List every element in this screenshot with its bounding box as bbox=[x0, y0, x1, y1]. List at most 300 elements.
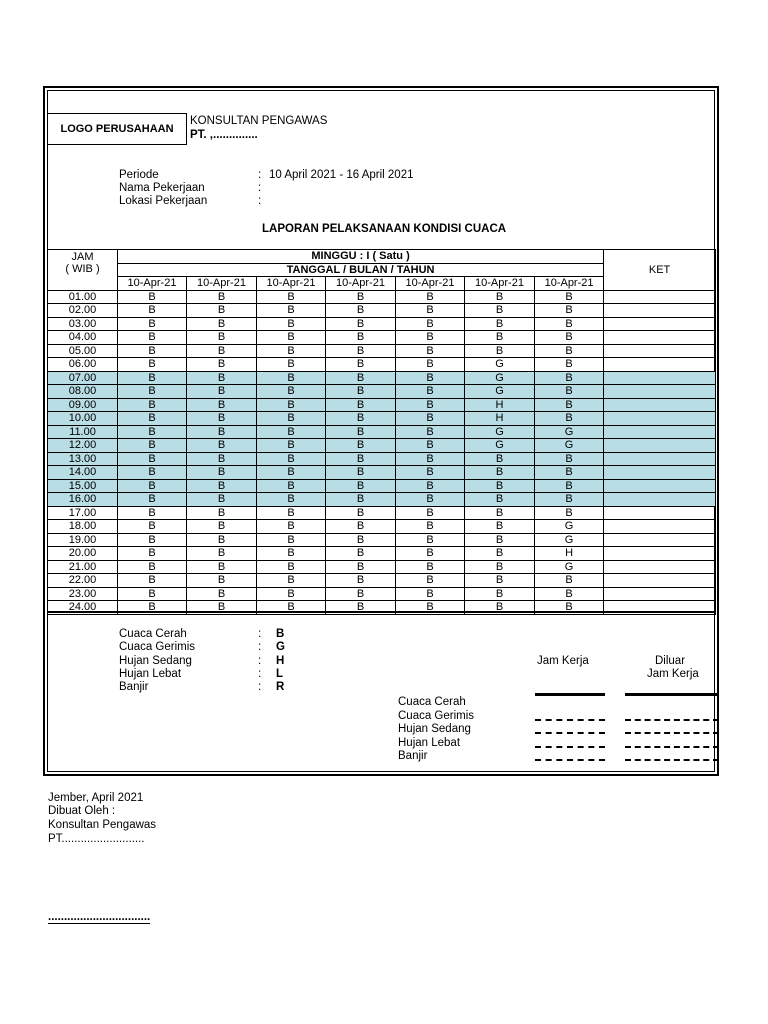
weather-code-cell: B bbox=[396, 412, 465, 426]
weather-code-cell: B bbox=[257, 439, 326, 453]
weather-code-cell: B bbox=[118, 304, 187, 318]
weather-code-cell: B bbox=[396, 466, 465, 480]
date-cell: 10-Apr-21 bbox=[118, 277, 187, 291]
weather-code-cell: B bbox=[326, 587, 396, 601]
weather-code-cell: B bbox=[535, 398, 604, 412]
weather-code-cell: B bbox=[257, 412, 326, 426]
legend-sep: : bbox=[258, 655, 262, 667]
weather-code-cell: B bbox=[257, 587, 326, 601]
hour-cell: 13.00 bbox=[48, 452, 118, 466]
weather-code-cell: B bbox=[118, 479, 187, 493]
table-row bbox=[48, 493, 716, 507]
footer-date: Jember, April 2021 bbox=[48, 792, 144, 804]
weather-code-cell: B bbox=[535, 358, 604, 372]
summary-item: Cuaca Gerimis bbox=[398, 710, 475, 722]
jam-kerja-line bbox=[535, 732, 605, 734]
weather-code-cell: B bbox=[465, 533, 535, 547]
weather-code-cell: B bbox=[187, 574, 257, 588]
jam-kerja-line bbox=[535, 693, 605, 696]
hour-cell: 22.00 bbox=[48, 574, 118, 588]
table-row bbox=[48, 560, 716, 574]
weather-code-cell: B bbox=[396, 479, 465, 493]
table-row bbox=[48, 331, 716, 345]
weather-code-cell: B bbox=[187, 466, 257, 480]
weather-code-cell: B bbox=[257, 385, 326, 399]
table-row bbox=[48, 574, 716, 588]
weather-code-cell: B bbox=[187, 452, 257, 466]
legend-code: B bbox=[276, 628, 285, 640]
legend-sep: : bbox=[258, 641, 262, 653]
ket-cell bbox=[604, 493, 716, 507]
weather-code-cell: B bbox=[535, 371, 604, 385]
weather-code-cell: B bbox=[257, 358, 326, 372]
weather-code-cell: B bbox=[257, 466, 326, 480]
summary-item: Cuaca Cerah bbox=[398, 696, 466, 708]
weather-table bbox=[47, 249, 716, 615]
consultant-title: KONSULTAN PENGAWAS bbox=[190, 115, 328, 127]
legend-code: H bbox=[276, 655, 285, 667]
ket-cell bbox=[604, 412, 716, 426]
table-row bbox=[48, 587, 716, 601]
hour-cell: 14.00 bbox=[48, 466, 118, 480]
date-cell: 10-Apr-21 bbox=[535, 277, 604, 291]
weather-code-cell: B bbox=[326, 290, 396, 304]
weather-code-cell: B bbox=[326, 520, 396, 534]
weather-code-cell: B bbox=[396, 587, 465, 601]
weather-code-cell: B bbox=[257, 574, 326, 588]
weather-code-cell: B bbox=[257, 317, 326, 331]
weather-code-cell: B bbox=[396, 601, 465, 615]
ket-cell bbox=[604, 574, 716, 588]
table-bottom-divider bbox=[47, 611, 715, 613]
hour-cell: 10.00 bbox=[48, 412, 118, 426]
hour-cell: 15.00 bbox=[48, 479, 118, 493]
ket-cell bbox=[604, 560, 716, 574]
diluar-jam-kerja-line bbox=[625, 732, 719, 734]
weather-code-cell: G bbox=[535, 560, 604, 574]
weather-code-cell: B bbox=[396, 560, 465, 574]
weather-code-cell: B bbox=[118, 574, 187, 588]
weather-code-cell: B bbox=[465, 290, 535, 304]
hour-cell: 17.00 bbox=[48, 506, 118, 520]
hour-cell: 24.00 bbox=[48, 601, 118, 615]
ket-cell bbox=[604, 547, 716, 561]
weather-code-cell: B bbox=[118, 344, 187, 358]
table-row bbox=[48, 304, 716, 318]
table-row bbox=[48, 533, 716, 547]
table-bottom-divider-2 bbox=[47, 614, 715, 615]
weather-code-cell: B bbox=[187, 587, 257, 601]
ket-cell bbox=[604, 344, 716, 358]
weather-code-cell: B bbox=[257, 331, 326, 345]
weather-code-cell: B bbox=[326, 398, 396, 412]
weather-code-cell: B bbox=[257, 547, 326, 561]
weather-code-cell: B bbox=[396, 398, 465, 412]
weather-code-cell: B bbox=[118, 358, 187, 372]
weather-code-cell: B bbox=[396, 574, 465, 588]
hour-cell: 06.00 bbox=[48, 358, 118, 372]
ket-cell bbox=[604, 479, 716, 493]
jam-kerja-line bbox=[535, 746, 605, 748]
weather-code-cell: B bbox=[257, 371, 326, 385]
date-header: TANGGAL / BULAN / TAHUN bbox=[118, 263, 604, 277]
weather-code-cell: B bbox=[396, 290, 465, 304]
diluar-jam-kerja-line bbox=[625, 746, 719, 748]
summary-item: Hujan Sedang bbox=[398, 723, 471, 735]
weather-code-cell: B bbox=[257, 479, 326, 493]
weather-code-cell: B bbox=[396, 317, 465, 331]
weather-code-cell: B bbox=[187, 601, 257, 615]
weather-code-cell: B bbox=[465, 506, 535, 520]
weather-code-cell: B bbox=[187, 358, 257, 372]
weather-code-cell: B bbox=[326, 479, 396, 493]
weather-code-cell: B bbox=[187, 331, 257, 345]
weather-code-cell: B bbox=[326, 452, 396, 466]
weather-code-cell: B bbox=[326, 371, 396, 385]
ket-cell bbox=[604, 466, 716, 480]
weather-code-cell: B bbox=[118, 601, 187, 615]
summary-diluar-jam-kerja: Jam Kerja bbox=[647, 668, 699, 680]
report-title: LAPORAN PELAKSANAAN KONDISI CUACA bbox=[262, 223, 507, 235]
summary-item: Hujan Lebat bbox=[398, 737, 461, 749]
legend-label: Cuaca Cerah bbox=[119, 628, 187, 640]
weather-code-cell: B bbox=[396, 547, 465, 561]
hour-cell: 05.00 bbox=[48, 344, 118, 358]
weather-code-cell: B bbox=[535, 290, 604, 304]
diluar-jam-kerja-line bbox=[625, 693, 719, 696]
date-cell: 10-Apr-21 bbox=[465, 277, 535, 291]
hour-cell: 07.00 bbox=[48, 371, 118, 385]
weather-code-cell: B bbox=[118, 547, 187, 561]
weather-code-cell: B bbox=[257, 425, 326, 439]
weather-code-cell: B bbox=[535, 574, 604, 588]
weather-code-cell: B bbox=[326, 533, 396, 547]
weather-code-cell: G bbox=[535, 533, 604, 547]
weather-code-cell: B bbox=[465, 317, 535, 331]
info-sep-nama: : bbox=[258, 182, 262, 194]
weather-code-cell: B bbox=[187, 439, 257, 453]
legend-code: G bbox=[276, 641, 285, 653]
weather-code-cell: B bbox=[396, 439, 465, 453]
weather-code-cell: B bbox=[535, 452, 604, 466]
weather-code-cell: G bbox=[465, 439, 535, 453]
weather-code-cell: B bbox=[535, 466, 604, 480]
weather-code-cell: B bbox=[465, 547, 535, 561]
weather-code-cell: B bbox=[257, 560, 326, 574]
legend-label: Hujan Lebat bbox=[119, 668, 182, 680]
weather-code-cell: B bbox=[326, 466, 396, 480]
weather-code-cell: B bbox=[257, 520, 326, 534]
weather-code-cell: B bbox=[535, 601, 604, 615]
legend-sep: : bbox=[258, 681, 262, 693]
diluar-jam-kerja-line bbox=[625, 759, 719, 761]
legend-sep: : bbox=[258, 668, 262, 680]
weather-code-cell: B bbox=[118, 398, 187, 412]
ket-cell bbox=[604, 304, 716, 318]
footer-role: Konsultan Pengawas bbox=[48, 819, 157, 831]
table-row bbox=[48, 398, 716, 412]
weather-code-cell: B bbox=[396, 344, 465, 358]
weather-code-cell: G bbox=[535, 439, 604, 453]
weather-code-cell: B bbox=[118, 452, 187, 466]
table-row bbox=[48, 385, 716, 399]
weather-code-cell: B bbox=[187, 398, 257, 412]
weather-code-cell: B bbox=[535, 304, 604, 318]
weather-code-cell: B bbox=[465, 479, 535, 493]
info-sep-lokasi: : bbox=[258, 195, 262, 207]
weather-code-cell: B bbox=[257, 452, 326, 466]
weather-code-cell: G bbox=[535, 425, 604, 439]
consultant-pt: PT. ,.............. bbox=[190, 129, 258, 141]
table-row bbox=[48, 290, 716, 304]
ket-cell bbox=[604, 398, 716, 412]
weather-code-cell: B bbox=[465, 344, 535, 358]
weather-code-cell: B bbox=[465, 520, 535, 534]
hour-cell: 08.00 bbox=[48, 385, 118, 399]
weather-code-cell: B bbox=[118, 412, 187, 426]
weather-code-cell: B bbox=[187, 479, 257, 493]
ket-cell bbox=[604, 371, 716, 385]
jam-kerja-line bbox=[535, 719, 605, 721]
weather-code-cell: B bbox=[187, 304, 257, 318]
weather-code-cell: B bbox=[535, 331, 604, 345]
weather-code-cell: B bbox=[118, 317, 187, 331]
weather-code-cell: B bbox=[535, 506, 604, 520]
weather-code-cell: B bbox=[118, 331, 187, 345]
weather-code-cell: B bbox=[326, 358, 396, 372]
weather-code-cell: B bbox=[118, 587, 187, 601]
summary-diluar: Diluar bbox=[655, 655, 686, 667]
weather-code-cell: B bbox=[326, 317, 396, 331]
legend-label: Cuaca Gerimis bbox=[119, 641, 196, 653]
weather-code-cell: B bbox=[118, 520, 187, 534]
weather-code-cell: B bbox=[257, 304, 326, 318]
signature-line: ................................ bbox=[48, 911, 151, 923]
hour-cell: 12.00 bbox=[48, 439, 118, 453]
weather-code-cell: H bbox=[465, 398, 535, 412]
table-row bbox=[48, 506, 716, 520]
info-label-periode: Periode bbox=[119, 169, 159, 181]
ket-header: KET bbox=[604, 250, 716, 291]
weather-code-cell: B bbox=[187, 520, 257, 534]
weather-code-cell: B bbox=[465, 331, 535, 345]
info-value-periode: 10 April 2021 - 16 April 2021 bbox=[269, 169, 414, 181]
weather-code-cell: B bbox=[326, 560, 396, 574]
table-row bbox=[48, 412, 716, 426]
weather-code-cell: B bbox=[535, 344, 604, 358]
summary-item: Banjir bbox=[398, 750, 428, 762]
hour-cell: 11.00 bbox=[48, 425, 118, 439]
table-row bbox=[48, 317, 716, 331]
weather-code-cell: B bbox=[535, 412, 604, 426]
table-row bbox=[48, 520, 716, 534]
weather-code-cell: B bbox=[326, 412, 396, 426]
hour-cell: 23.00 bbox=[48, 587, 118, 601]
weather-code-cell: B bbox=[257, 493, 326, 507]
weather-code-cell: B bbox=[326, 425, 396, 439]
weather-code-cell: B bbox=[326, 304, 396, 318]
hour-cell: 16.00 bbox=[48, 493, 118, 507]
footer-dibuat: Dibuat Oleh : bbox=[48, 805, 116, 817]
legend-code: L bbox=[276, 668, 284, 680]
weather-code-cell: B bbox=[465, 560, 535, 574]
weather-code-cell: B bbox=[187, 533, 257, 547]
table-row bbox=[48, 358, 716, 372]
weather-code-cell: B bbox=[257, 290, 326, 304]
table-row bbox=[48, 439, 716, 453]
diluar-jam-kerja-line bbox=[625, 719, 719, 721]
ket-cell bbox=[604, 425, 716, 439]
weather-code-cell: B bbox=[187, 493, 257, 507]
ket-cell bbox=[604, 520, 716, 534]
weather-code-cell: B bbox=[465, 493, 535, 507]
weather-code-cell: B bbox=[187, 547, 257, 561]
weather-code-cell: B bbox=[535, 587, 604, 601]
weather-code-cell: B bbox=[118, 290, 187, 304]
weather-code-cell: B bbox=[396, 533, 465, 547]
weather-code-cell: B bbox=[118, 371, 187, 385]
weather-code-cell: B bbox=[465, 452, 535, 466]
weather-code-cell: B bbox=[535, 479, 604, 493]
weather-code-cell: B bbox=[396, 425, 465, 439]
weather-code-cell: B bbox=[257, 601, 326, 615]
hour-cell: 02.00 bbox=[48, 304, 118, 318]
weather-code-cell: B bbox=[257, 344, 326, 358]
weather-code-cell: B bbox=[187, 290, 257, 304]
weather-code-cell: H bbox=[465, 412, 535, 426]
weather-code-cell: G bbox=[465, 425, 535, 439]
table-row bbox=[48, 547, 716, 561]
date-cell: 10-Apr-21 bbox=[396, 277, 465, 291]
hour-cell: 01.00 bbox=[48, 290, 118, 304]
weather-code-cell: B bbox=[257, 398, 326, 412]
date-cell: 10-Apr-21 bbox=[257, 277, 326, 291]
ket-cell bbox=[604, 358, 716, 372]
weather-code-cell: B bbox=[535, 493, 604, 507]
weather-code-cell: B bbox=[396, 493, 465, 507]
ket-cell bbox=[604, 385, 716, 399]
weather-code-cell: B bbox=[535, 317, 604, 331]
legend-label: Hujan Sedang bbox=[119, 655, 192, 667]
table-row bbox=[48, 452, 716, 466]
hour-cell: 19.00 bbox=[48, 533, 118, 547]
weather-code-cell: B bbox=[187, 425, 257, 439]
ket-cell bbox=[604, 506, 716, 520]
legend-code: R bbox=[276, 681, 285, 693]
weather-code-cell: B bbox=[396, 520, 465, 534]
weather-code-cell: B bbox=[187, 344, 257, 358]
weather-code-cell: G bbox=[465, 385, 535, 399]
weather-code-cell: B bbox=[187, 506, 257, 520]
weather-code-cell: B bbox=[396, 385, 465, 399]
ket-cell bbox=[604, 452, 716, 466]
week-header: MINGGU : I ( Satu ) bbox=[118, 250, 604, 264]
weather-code-cell: B bbox=[326, 547, 396, 561]
weather-code-cell: B bbox=[535, 385, 604, 399]
ket-cell bbox=[604, 317, 716, 331]
weather-code-cell: B bbox=[326, 344, 396, 358]
weather-code-cell: B bbox=[118, 506, 187, 520]
jam-kerja-line bbox=[535, 759, 605, 761]
weather-code-cell: B bbox=[465, 587, 535, 601]
weather-code-cell: B bbox=[396, 506, 465, 520]
date-cell: 10-Apr-21 bbox=[326, 277, 396, 291]
weather-code-cell: G bbox=[535, 520, 604, 534]
weather-code-cell: B bbox=[118, 466, 187, 480]
date-cell: 10-Apr-21 bbox=[187, 277, 257, 291]
weather-code-cell: H bbox=[535, 547, 604, 561]
weather-code-cell: B bbox=[118, 425, 187, 439]
hour-cell: 03.00 bbox=[48, 317, 118, 331]
weather-code-cell: B bbox=[118, 493, 187, 507]
weather-code-cell: B bbox=[187, 385, 257, 399]
hour-cell: 21.00 bbox=[48, 560, 118, 574]
weather-code-cell: B bbox=[187, 560, 257, 574]
weather-code-cell: B bbox=[118, 439, 187, 453]
table-row bbox=[48, 371, 716, 385]
hour-cell: 20.00 bbox=[48, 547, 118, 561]
table-row bbox=[48, 425, 716, 439]
weather-code-cell: B bbox=[118, 533, 187, 547]
summary-jam-kerja: Jam Kerja bbox=[537, 655, 589, 667]
weather-code-cell: B bbox=[465, 574, 535, 588]
weather-code-cell: B bbox=[326, 601, 396, 615]
weather-code-cell: B bbox=[396, 331, 465, 345]
weather-code-cell: B bbox=[396, 304, 465, 318]
wib-header: ( WIB ) bbox=[48, 263, 118, 290]
weather-code-cell: B bbox=[118, 560, 187, 574]
table-row bbox=[48, 466, 716, 480]
table-row bbox=[48, 479, 716, 493]
weather-code-cell: B bbox=[326, 493, 396, 507]
ket-cell bbox=[604, 290, 716, 304]
info-sep-periode: : bbox=[258, 169, 262, 181]
ket-cell bbox=[604, 439, 716, 453]
legend-sep: : bbox=[258, 628, 262, 640]
hour-cell: 18.00 bbox=[48, 520, 118, 534]
hour-cell: 04.00 bbox=[48, 331, 118, 345]
info-label-lokasi: Lokasi Pekerjaan bbox=[119, 195, 208, 207]
weather-code-cell: B bbox=[465, 466, 535, 480]
weather-code-cell: B bbox=[465, 304, 535, 318]
weather-code-cell: B bbox=[396, 452, 465, 466]
weather-code-cell: B bbox=[118, 385, 187, 399]
weather-code-cell: B bbox=[257, 533, 326, 547]
weather-code-cell: B bbox=[187, 371, 257, 385]
legend-label: Banjir bbox=[119, 681, 149, 693]
ket-cell bbox=[604, 533, 716, 547]
ket-cell bbox=[604, 587, 716, 601]
weather-code-cell: G bbox=[465, 371, 535, 385]
weather-code-cell: B bbox=[187, 317, 257, 331]
weather-code-cell: B bbox=[396, 358, 465, 372]
weather-code-cell: G bbox=[465, 358, 535, 372]
weather-code-cell: B bbox=[187, 412, 257, 426]
company-logo-box: LOGO PERUSAHAAN bbox=[47, 113, 187, 145]
hour-cell: 09.00 bbox=[48, 398, 118, 412]
weather-code-cell: B bbox=[326, 506, 396, 520]
footer-pt: PT.......................... bbox=[48, 833, 145, 845]
header-divider bbox=[47, 144, 187, 145]
weather-code-cell: B bbox=[326, 574, 396, 588]
table-row bbox=[48, 344, 716, 358]
weather-code-cell: B bbox=[326, 439, 396, 453]
jam-header: JAM bbox=[48, 250, 118, 264]
weather-code-cell: B bbox=[326, 331, 396, 345]
ket-cell bbox=[604, 331, 716, 345]
info-label-nama: Nama Pekerjaan bbox=[119, 182, 205, 194]
weather-code-cell: B bbox=[396, 371, 465, 385]
